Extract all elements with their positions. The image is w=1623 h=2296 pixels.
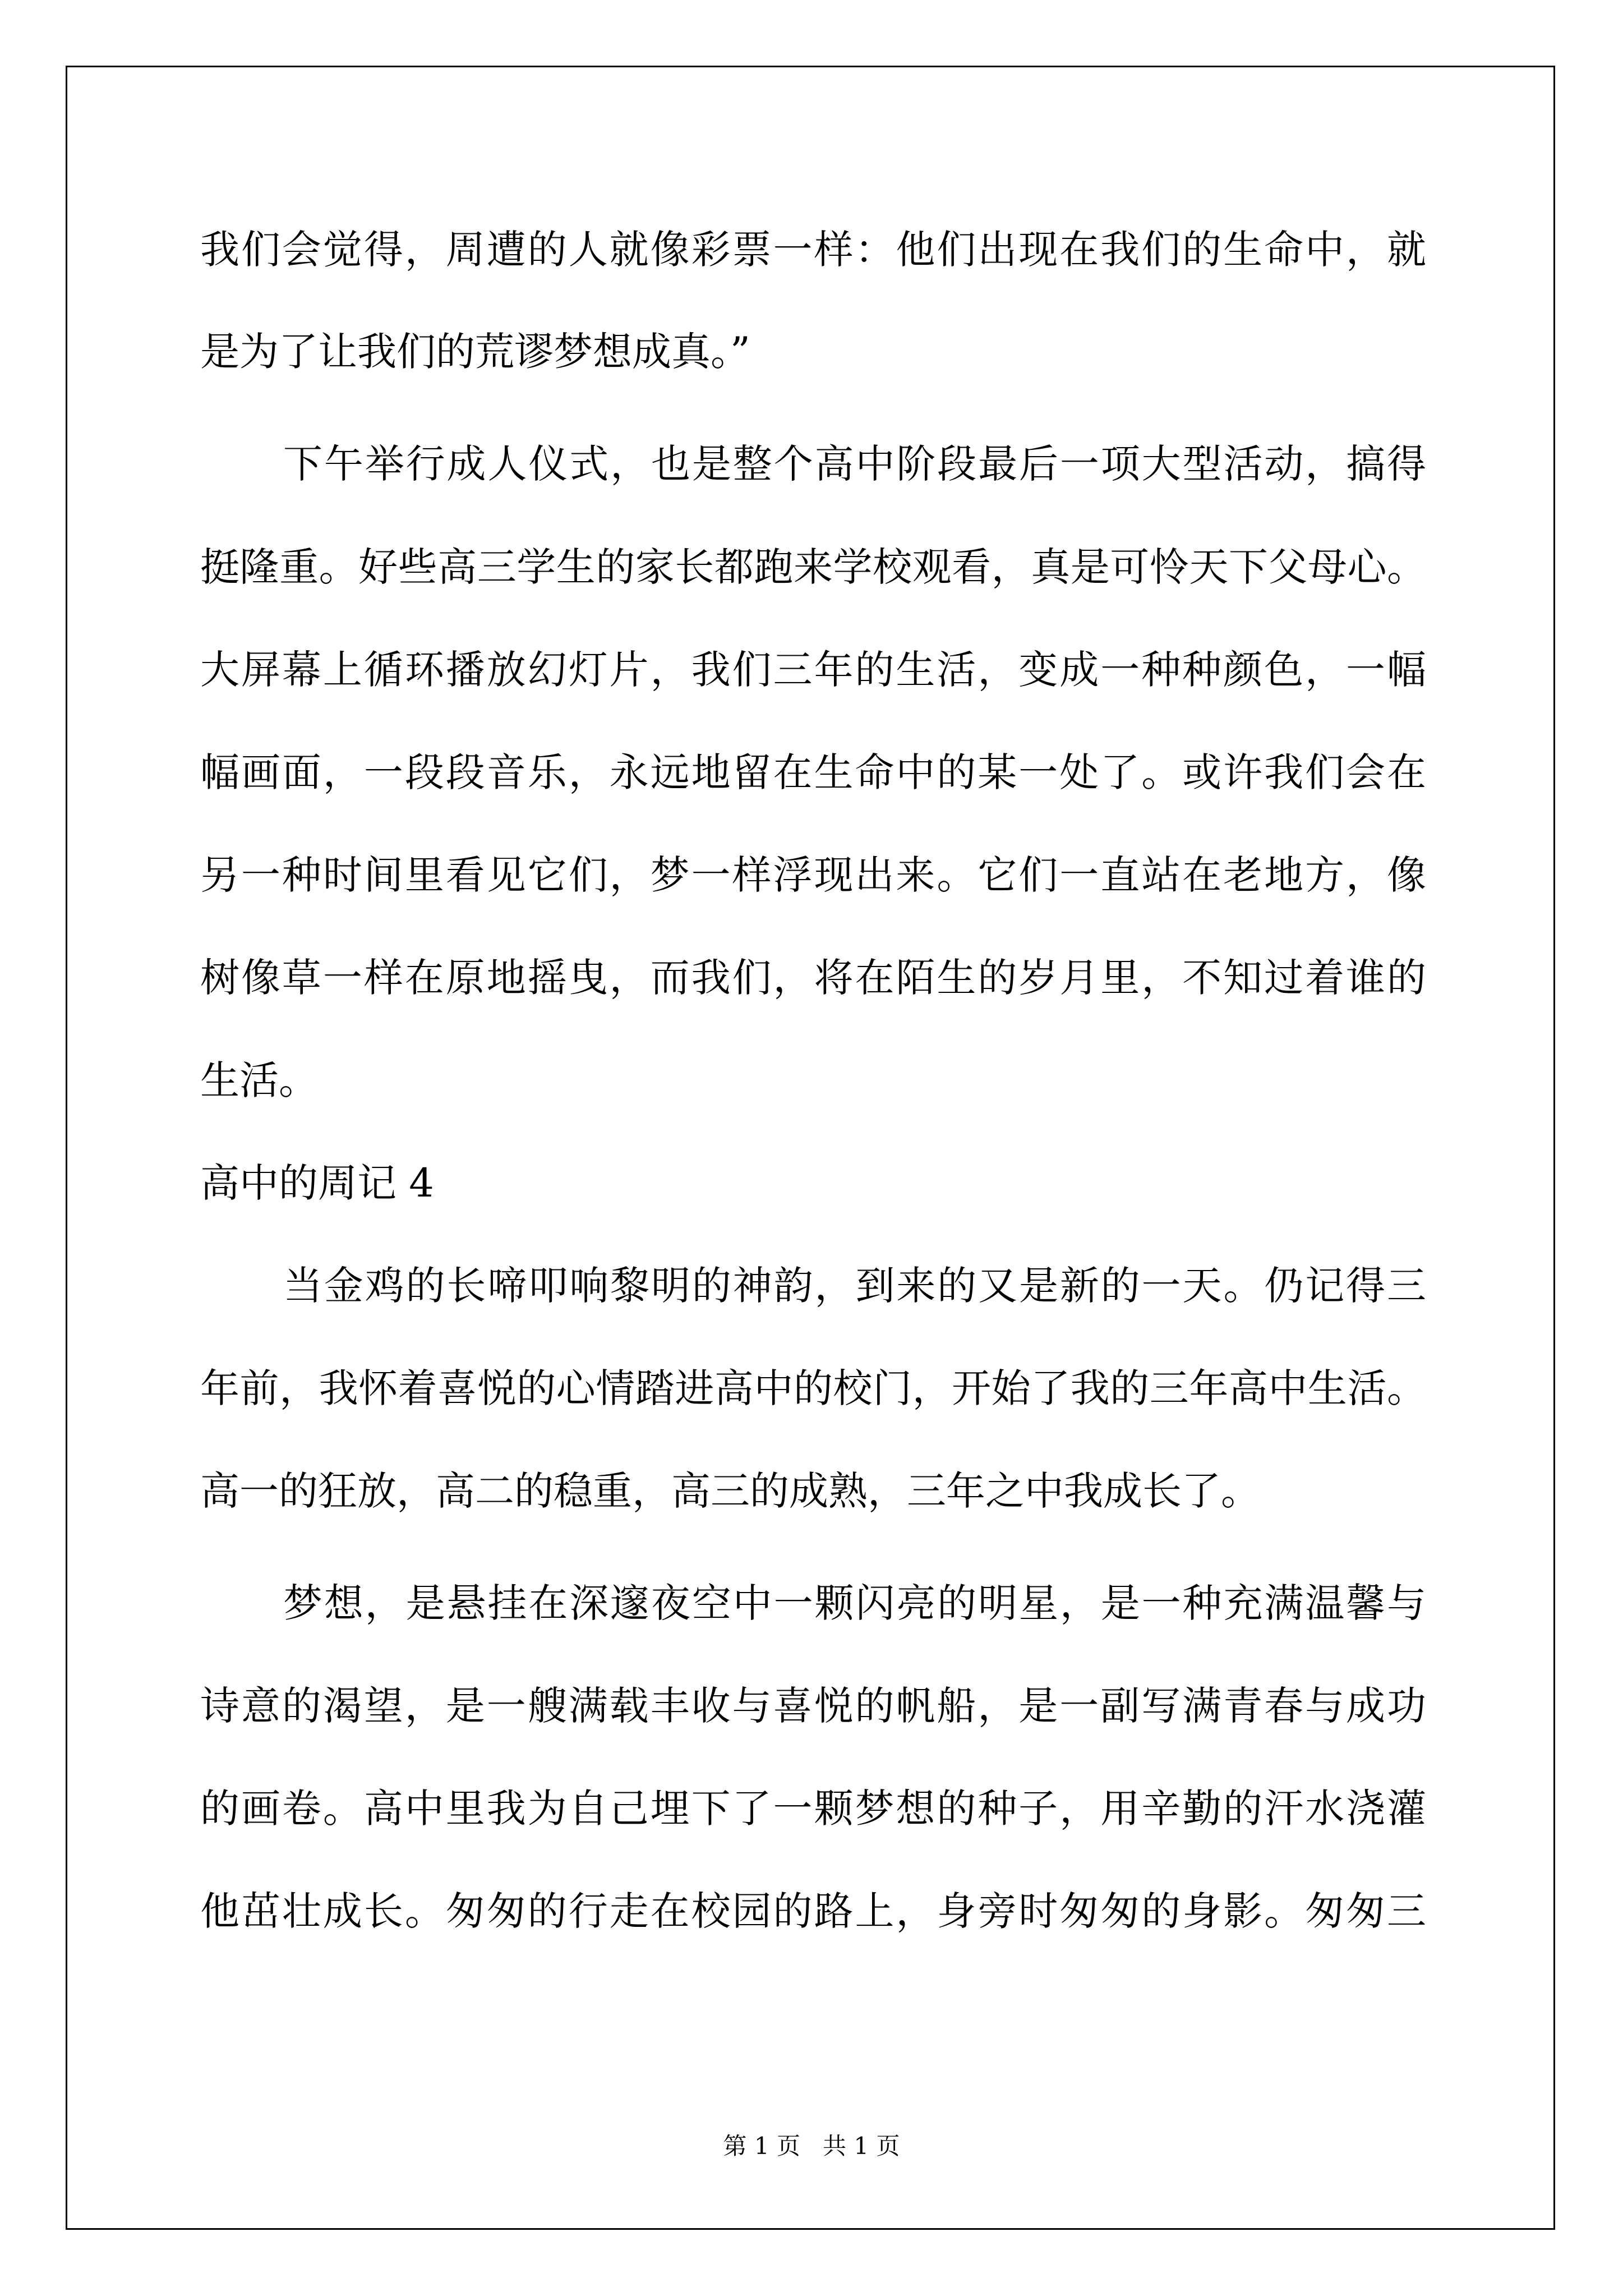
paragraph-line: 诗意的渴望，是一艘满载丰收与喜悦的帆船，是一副写满青春与成功 <box>200 1683 1426 1729</box>
paragraph-line: 他茁壮成长。匆匆的行走在校园的路上，身旁时匆匆的身影。匆匆三 <box>200 1888 1426 1934</box>
paragraph-line: 我们会觉得，周遭的人就像彩票一样：他们出现在我们的生命中，就 <box>200 227 1426 273</box>
paragraph-line: 当金鸡的长啼叩响黎明的神韵，到来的又是新的一天。仍记得三 <box>283 1263 1426 1309</box>
paragraph-line: 另一种时间里看见它们，梦一样浮现出来。它们一直站在老地方，像 <box>200 852 1426 898</box>
paragraph-line: 树像草一样在原地摇曳，而我们，将在陌生的岁月里，不知过着谁的 <box>200 955 1426 1001</box>
page-number-footer: 第 1 页 共 1 页 <box>723 2132 900 2160</box>
paragraph-line: 高一的狂放，高二的稳重，高三的成熟，三年之中我成长了。 <box>200 1468 1260 1514</box>
paragraph-line: 的画卷。高中里我为自己埋下了一颗梦想的种子，用辛勤的汗水浇灌 <box>200 1786 1426 1832</box>
paragraph-line: 挺隆重。好些高三学生的家长都跑来学校观看，真是可怜天下父母心。 <box>200 544 1426 590</box>
paragraph-line: 大屏幕上循环播放幻灯片，我们三年的生活，变成一种种颜色，一幅 <box>200 647 1426 693</box>
paragraph-line: 年前，我怀着喜悦的心情踏进高中的校门，开始了我的三年高中生活。 <box>200 1365 1426 1411</box>
paragraph-line: 梦想，是悬挂在深邃夜空中一颗闪亮的明星，是一种充满温馨与 <box>283 1580 1426 1626</box>
paragraph-line: 幅画面，一段段音乐，永远地留在生命中的某一处了。或许我们会在 <box>200 749 1426 795</box>
paragraph-line: 生活。 <box>200 1057 318 1103</box>
section-heading: 高中的周记 4 <box>200 1160 434 1206</box>
paragraph-line: 下午举行成人仪式，也是整个高中阶段最后一项大型活动，搞得 <box>283 441 1426 487</box>
paragraph-line: 是为了让我们的荒谬梦想成真。” <box>200 329 750 375</box>
